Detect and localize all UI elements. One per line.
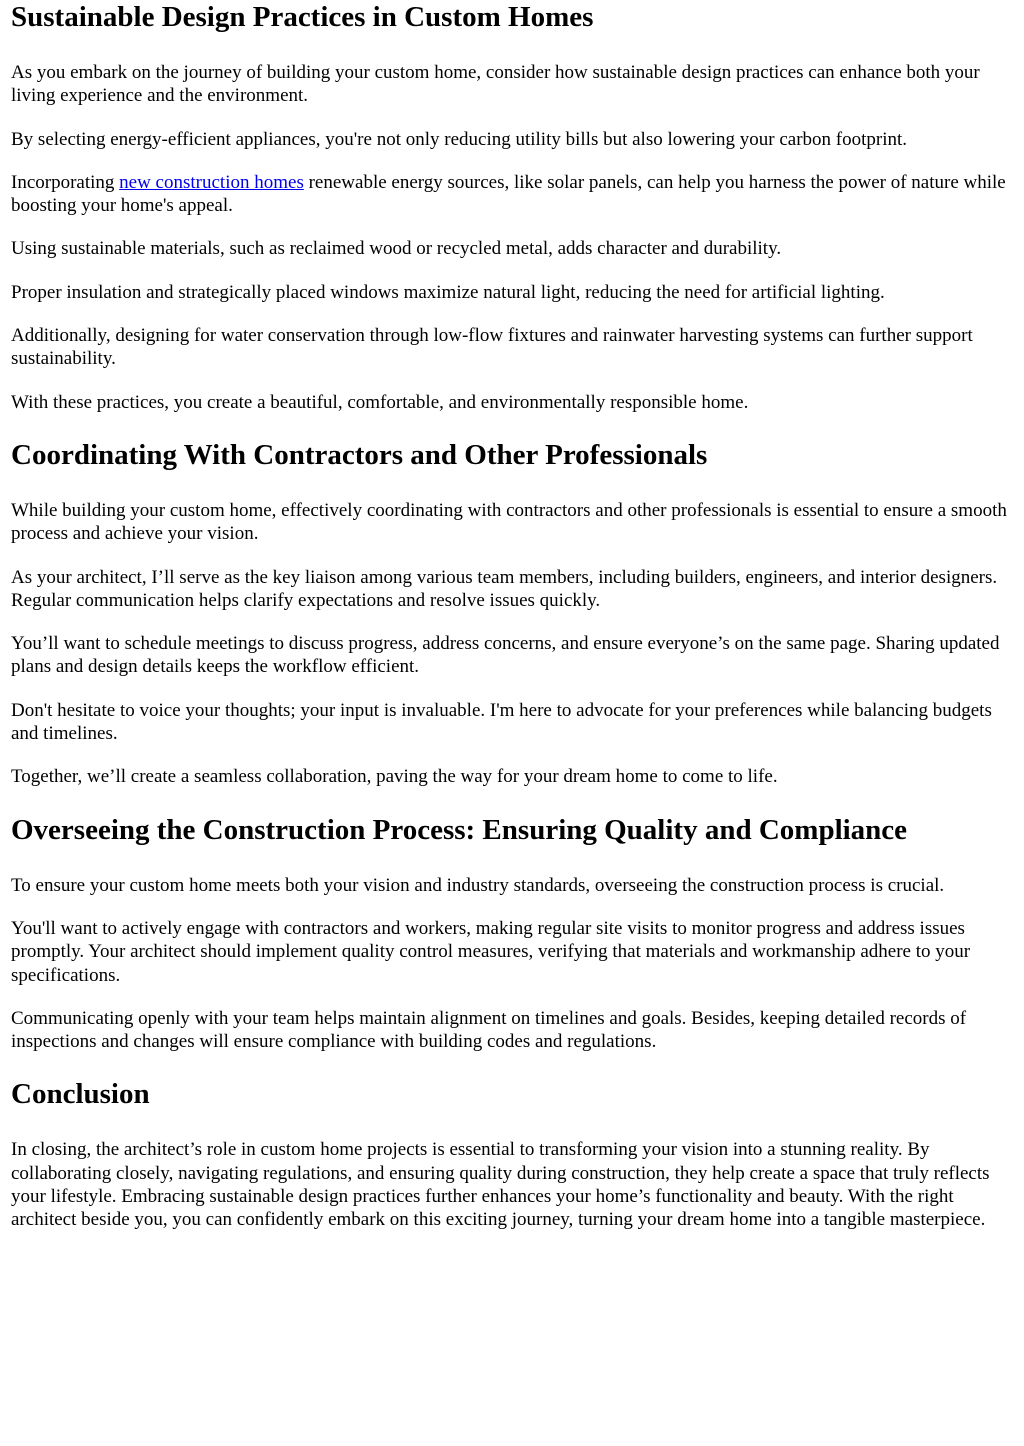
new-construction-homes-link[interactable]: new construction homes [119, 171, 304, 193]
paragraph: By selecting energy-efficient appliances, you're not only reducing utility bills but also lowering your carbon footprint. [11, 128, 908, 150]
link-suffix: renewable energy sources, like solar panels, can help you harness the power of nature while boosting your home's appeal. [11, 171, 1006, 217]
section-heading: Overseeing the Construction Process: Ensuring Quality and Compliance [11, 813, 908, 846]
paragraph: With these practices, you create a beautiful, comfortable, and environmentally responsible home. [11, 391, 749, 413]
paragraph: As you embark on the journey of building your custom home, consider how sustainable design practices can enhance both your living experience and the environment. [11, 62, 980, 107]
paragraph: In closing, the architect’s role in custom home projects is essential to transforming your vision into a stunning reality. By collaborating closely, navigating regulations, and ensuring quality during construction, they help create a space that truly reflects your lifestyle. Embracing sustainable design practices further enhances your home’s functionality and beauty. With the right architect beside you, you can confidently embark on this exciting journey, turning your dream home into a tangible masterpiece. [11, 1139, 990, 1231]
paragraph: As your architect, I’ll serve as the key liaison among various team members, including builders, engineers, and interior designers. Regular communication helps clarify expectations and resolve issues quickly. [11, 566, 998, 611]
paragraph: Proper insulation and strategically placed windows maximize natural light, reducing the need for artificial lighting. [11, 281, 885, 303]
paragraph: Using sustainable materials, such as reclaimed wood or recycled metal, adds character and durability. [11, 238, 782, 260]
section-heading: Conclusion [11, 1078, 150, 1111]
paragraph: You'll want to actively engage with contractors and workers, making regular site visits to monitor progress and address issues promptly. Your architect should implement quality control measures, verifying that materials and workmanship adhere to your specifications. [11, 917, 971, 986]
paragraph: While building your custom home, effectively coordinating with contractors and other professionals is essential to ensure a smooth process and achieve your vision. [11, 499, 1007, 545]
link-prefix: Incorporating [11, 171, 120, 193]
paragraph: Communicating openly with your team helps maintain alignment on timelines and goals. Besides, keeping detailed records of inspections and changes will ensure compliance with building codes and regulations. [11, 1007, 967, 1053]
paragraph: You’ll want to schedule meetings to discuss progress, address concerns, and ensure everyone’s on the same page. Sharing updated plans and design details keeps the workflow efficient. [11, 633, 1000, 678]
paragraph: Don't hesitate to voice your thoughts; your input is invaluable. I'm here to advocate for your preferences while balancing budgets and timelines. [11, 699, 992, 745]
paragraph: Additionally, designing for water conservation through low-flow fixtures and rainwater harvesting systems can further support sustainability. [11, 325, 973, 370]
section-heading: Coordinating With Contractors and Other Professionals [11, 438, 708, 471]
section-heading: Sustainable Design Practices in Custom Homes [11, 1, 594, 33]
paragraph: To ensure your custom home meets both your vision and industry standards, overseeing the construction process is crucial. [11, 874, 945, 896]
paragraph-with-link [11, 171, 1014, 218]
paragraph: Together, we’ll create a seamless collaboration, paving the way for your dream home to come to life. [11, 766, 778, 788]
